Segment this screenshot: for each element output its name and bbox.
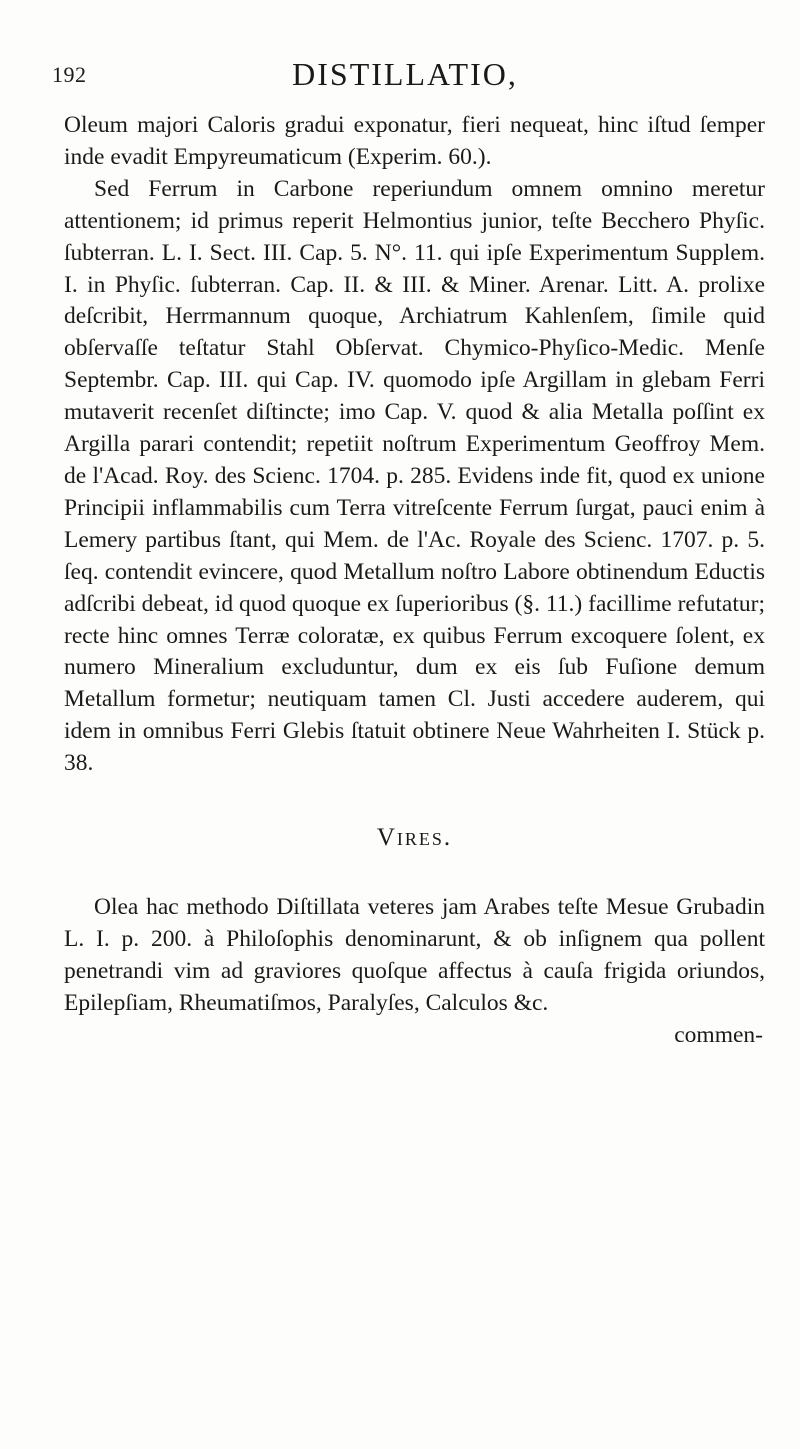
page-number: 192 — [52, 62, 87, 87]
paragraph-1: Oleum majori Caloris gradui exponatur, fieri nequeat, hinc iſtud ſemper inde evadit Empyreumaticum (Experim. 60.). — [64, 112, 765, 170]
running-head: DISTILLATIO, — [292, 56, 518, 92]
page-header — [50, 56, 760, 96]
paragraph-2: Sed Ferrum in Carbone reperiundum omnem omnino meretur attentionem; id primus reperit Helmontius junior, teſte Becchero Phyſic. ſubterran. L. I. Sect. III. Cap. 5. N°. 11. qui ipſe Experimentum Supplem. I. in Phyſic. ſubterran. Cap. II. & III. & Miner. Arenar. Litt. A. prolixe deſcribit, Herrmannum quoque, Archiatrum Kahlenſem, ſimile quid obſervaſſe teſtatur Stahl Obſervat. Chymico-Phyſico-Medic. Menſe Septembr. Cap. III. qui Cap. IV. quomodo ipſe Argillam in glebam Ferri mutaverit recenſet diſtincte; imo Cap. V. quod & alia Metalla poſſint ex Argilla parari contendit; repetiit noſtrum Experimentum Geoffroy Mem. de l'Acad. Roy. des Scienc. 1704. p. 285. Evidens inde fit, quod ex unione Principii inflammabilis cum Terra vitreſcente Ferrum ſurgat, pauci enim à Lemery partibus ſtant, qui Mem. de l'Ac. Royale des Scienc. 1707. p. 5. ſeq. contendit evincere, quod Metallum noſtro Labore obtinendum Eductis adſcribi debeat, id quod quoque ex ſuperioribus (§. 11.) facillime refutatur; recte hinc omnes Terræ coloratæ, ex quibus Ferrum excoquere ſolent, ex numero Mineralium excluduntur, dum ex eis ſub Fuſione demum Metallum formetur; neutiquam tamen Cl. Justi accedere auderem, qui idem in omnibus Ferri Glebis ſtatuit obtinere Neue Wahrheiten I. Stück p. 38. — [64, 175, 765, 777]
section-heading: Vires. — [376, 824, 453, 852]
catchword: commen- — [674, 1021, 763, 1048]
paragraph-3: Olea hac methodo Diſtillata veteres jam Arabes teſte Mesue Grubadin L. I. p. 200. à Philoſophis denominarunt, & ob inſignem qua pollent penetrandi vim ad graviores quoſque affectus à cauſa frigida oriundos, Epilepſiam, Rheumatiſmos, Paralyſes, Calculos &c. — [64, 893, 765, 1016]
body-text — [64, 110, 765, 1051]
